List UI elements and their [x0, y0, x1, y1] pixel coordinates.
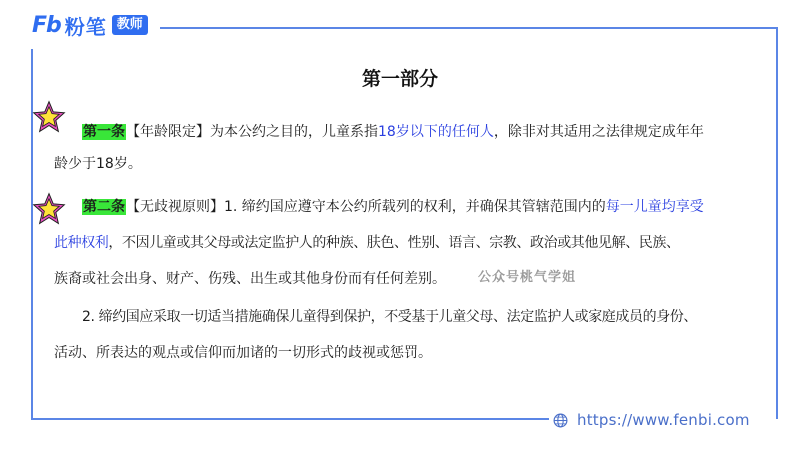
- article-2-text: 1. 缔约国应遵守本公约所载列的权利，并确保其管辖范围内的: [224, 199, 606, 215]
- article-1: [82, 117, 772, 147]
- article-1-highlight: 18岁以下的任何人: [378, 124, 494, 140]
- article-1-cont: [54, 149, 764, 179]
- article-1-heading: 【年龄限定】: [126, 124, 210, 140]
- article-2-cont: [54, 228, 764, 294]
- article-2-tag: 第二条: [83, 199, 125, 215]
- article-1-tag: 第一条: [83, 124, 125, 140]
- page-title: 第一部分: [361, 68, 438, 90]
- article-2-text: 2. 缔约国应采取一切适当措施确保儿童得到保护，不受基于儿童父母、法定监护人或家庭成员的身份、: [82, 309, 698, 325]
- star-icon: [32, 100, 66, 134]
- logo-name: 粉笔: [64, 14, 107, 39]
- fenbi-logo: [32, 12, 148, 38]
- article-2-para-2: [54, 302, 764, 368]
- footer-url[interactable]: [553, 411, 750, 429]
- article-2: [82, 192, 772, 222]
- logo-badge: 教师: [112, 15, 148, 35]
- article-2-text: 活动、所表达的观点或信仰而加诸的一切形式的歧视或惩罚。: [54, 345, 432, 361]
- article-2-text: ，不因儿童或其父母或法定监护人的种族、肤色、性别、语言、宗教、政治或其他见解、民族、: [108, 235, 680, 251]
- article-1-text: 为本公约之目的，儿童系指: [210, 124, 378, 140]
- logo-mark: Fb: [32, 12, 61, 38]
- article-1-text: 龄少于18岁。: [54, 156, 142, 172]
- watermark: 公众号桃气学姐: [478, 270, 577, 285]
- article-2-text: 族裔或社会出身、财产、伤残、出生或其他身份而有任何差别。: [54, 271, 446, 287]
- article-2-highlight: 此种权利: [54, 235, 109, 251]
- globe-icon: [553, 413, 568, 428]
- article-1-text: ，除非对其适用之法律规定成年年: [493, 124, 704, 140]
- frame-top-line: [160, 27, 778, 29]
- article-2-heading: 【无歧视原则】: [126, 199, 224, 215]
- frame-bottom-line: [31, 418, 549, 420]
- article-2-highlight: 每一儿童均享受: [605, 199, 704, 215]
- footer-url-text[interactable]: https://www.fenbi.com: [577, 411, 750, 429]
- star-icon: [32, 192, 66, 226]
